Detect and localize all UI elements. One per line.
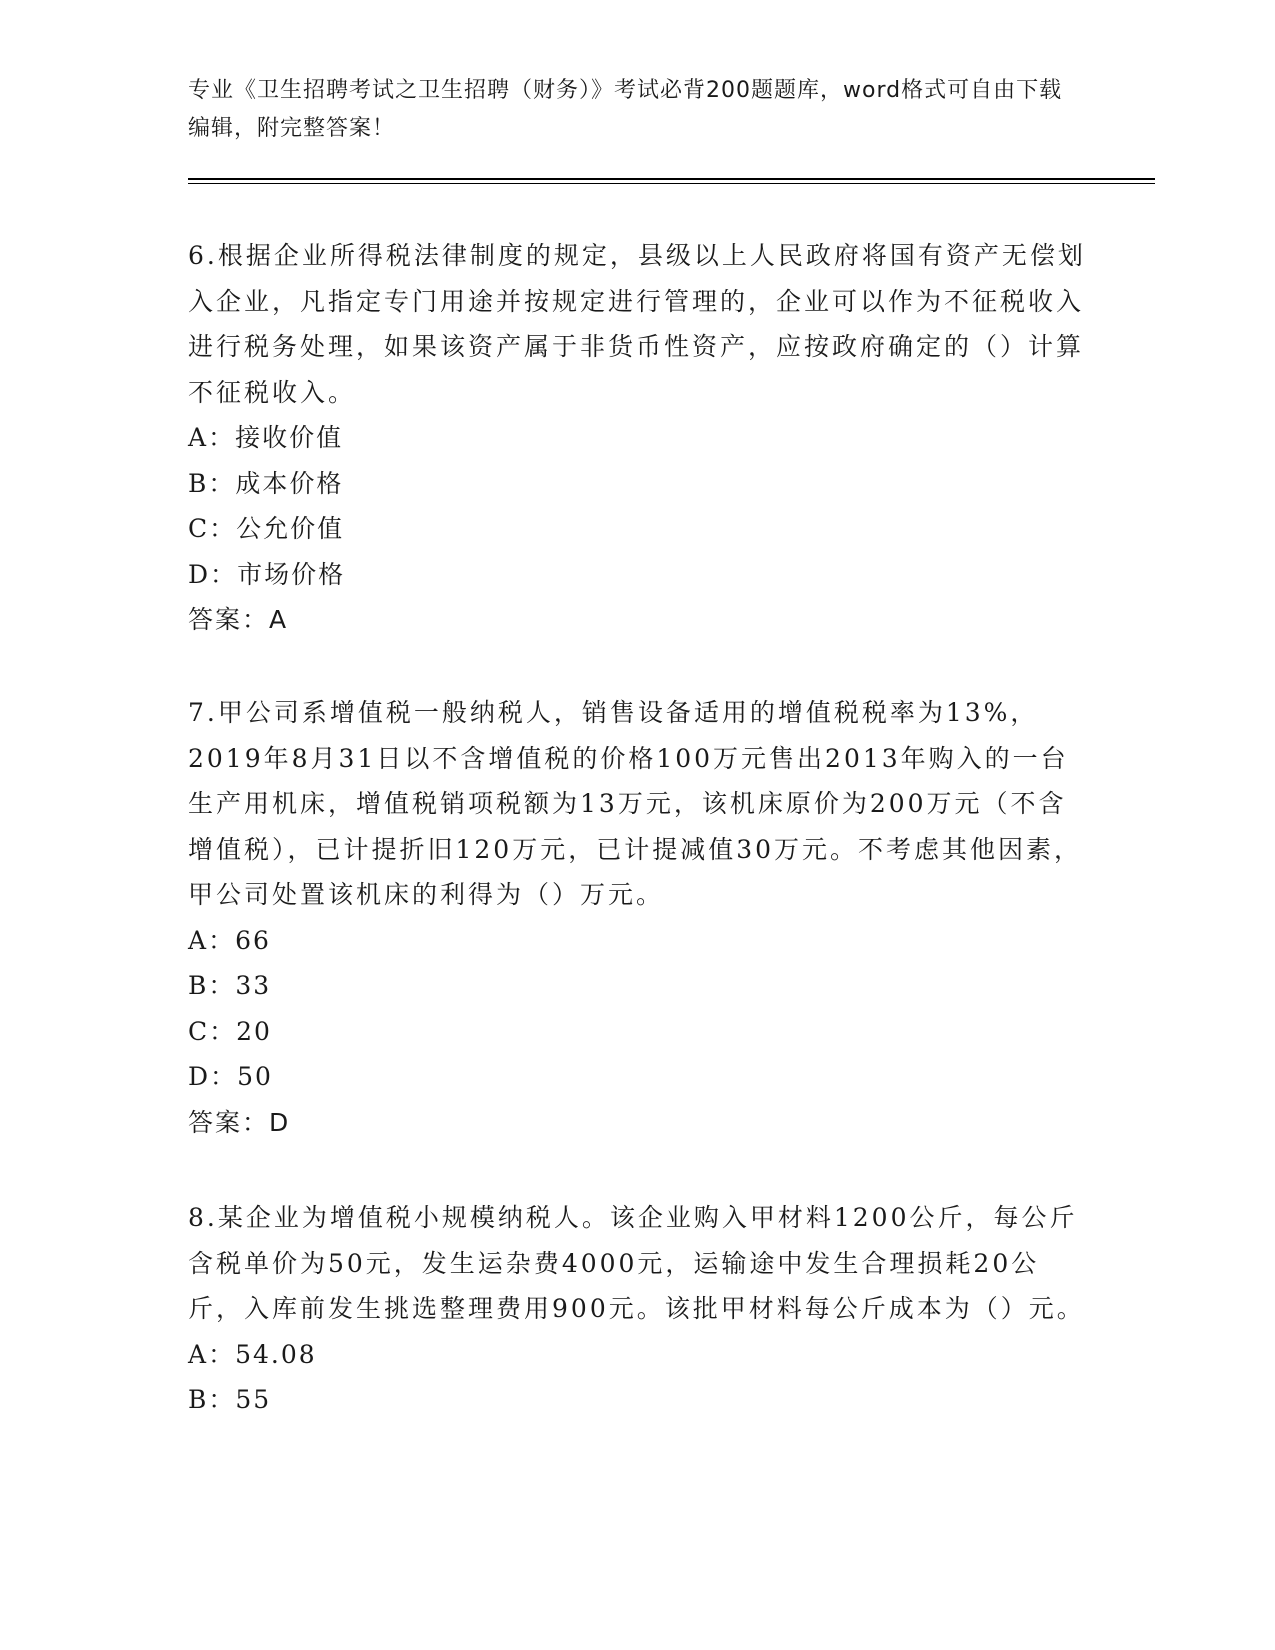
option-a xyxy=(188,1332,1088,1378)
option-b xyxy=(188,461,1088,507)
option-a xyxy=(188,918,1088,964)
option-key: A ： xyxy=(188,423,235,452)
option-c xyxy=(188,1009,1088,1055)
option-a xyxy=(188,415,1088,461)
option-value: 市场价格 xyxy=(237,559,346,589)
option-key: A ： xyxy=(188,926,235,955)
question-text: 6.根据企业所得税法律制度的规定，县级以上人民政府将国有资产无偿划入企业，凡指定专门用途并按规定进行管理的，企业可以作为不征税收入进行税务处理，如果该资产属于非货币性资产，应按政府确定的（）计算不征税收入。 xyxy=(188,241,1086,407)
option-d xyxy=(188,552,1088,598)
question-text: 8.某企业为增值税小规模纳税人。该企业购入甲材料1200公斤，每公斤含税单价为50元，发生运杂费4000元，运输途中发生合理损耗20公斤，入库前发生挑选整理费用900元。该批甲材料每公斤成本为（）元。 xyxy=(188,1203,1085,1323)
option-value: 54.08 xyxy=(235,1339,317,1369)
header-rule-thin xyxy=(188,183,1155,184)
option-key: B ： xyxy=(188,971,235,1000)
option-c xyxy=(188,506,1088,552)
question-7 xyxy=(188,690,1088,1145)
option-d xyxy=(188,1054,1088,1100)
option-key: C ： xyxy=(188,1017,236,1046)
option-value: 55 xyxy=(235,1385,272,1414)
option-b xyxy=(188,1377,1088,1423)
option-key: A ： xyxy=(188,1340,235,1369)
question-6 xyxy=(188,233,1088,643)
answer-line: 答案：A xyxy=(188,605,289,634)
question-text: 7.甲公司系增值税一般纳税人，销售设备适用的增值税税率为13%，2019年8月31日以不含增值税的价格100万元售出2013年购入的一台生产用机床，增值税销项税额为13万元，该机床原价为200万元（不含增值税），已计提折旧120万元，已计提减值30万元。不考虑其他因素，甲公司处置该机床的利得为（）万元。 xyxy=(188,698,1083,909)
option-key: C ： xyxy=(188,514,236,543)
option-value: 20 xyxy=(236,1016,272,1046)
header-rule-thick xyxy=(188,178,1155,180)
option-key: D ： xyxy=(188,1062,237,1091)
option-key: D ： xyxy=(188,560,237,589)
option-value: 公允价值 xyxy=(236,514,345,543)
option-value: 50 xyxy=(237,1062,273,1091)
option-value: 接收价值 xyxy=(235,423,344,452)
question-8 xyxy=(188,1195,1088,1423)
option-b xyxy=(188,963,1088,1009)
document-header: 专业《卫生招聘考试之卫生招聘（财务）》考试必背200题题库，word格式可自由下载编辑，附完整答案！ xyxy=(188,78,1063,141)
option-value: 66 xyxy=(235,925,271,955)
option-value: 33 xyxy=(235,971,272,1000)
option-key: B ： xyxy=(188,469,235,498)
option-key: B ： xyxy=(188,1385,235,1414)
option-value: 成本价格 xyxy=(235,468,344,498)
answer-line: 答案：D xyxy=(188,1107,291,1137)
